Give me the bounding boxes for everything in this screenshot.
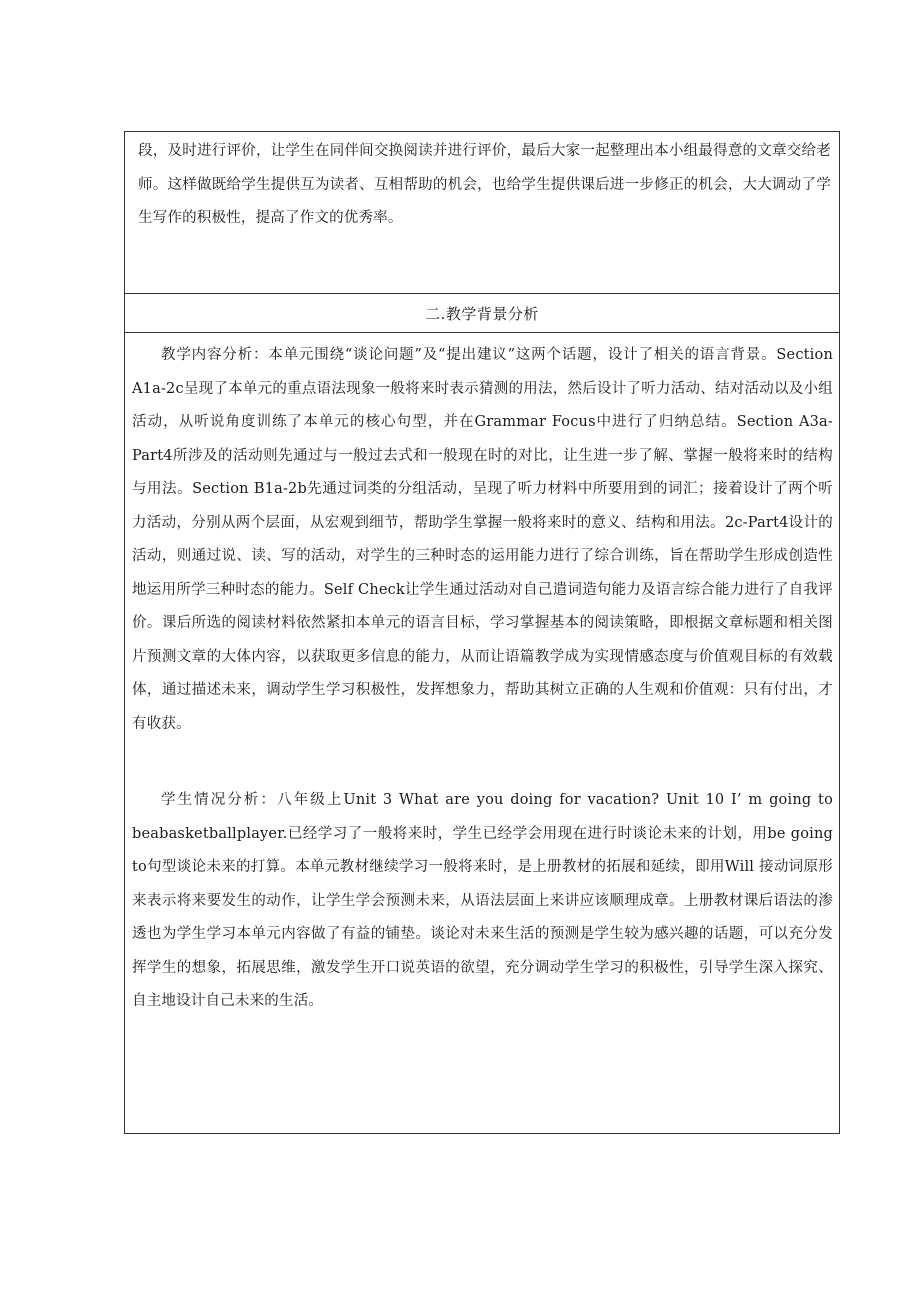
table-row [125,333,840,1134]
section-heading-cell [125,294,840,333]
section-heading: 二.教学背景分析 [425,304,539,323]
student-analysis-paragraph: 学生情况分析：八年级上Unit 3 What are you doing for vacation? Unit 10 I’ m going to beabasketballplayer.已经学习了一般将来时，学生已经学会用现在进行时谈论未来的计划，用be going to句型谈论未来的打算。本单元教材继续学习一般将来时，是上册教材的拓展和延续，即用Will 接动词原形来表示将来要发生的动作，让学生学会预测未来，从语法层面上来讲应该顺理成章。上册教材课后语法的渗透也为学生学习本单元内容做了有益的铺垫。谈论对未来生活的预测是学生较为感兴趣的话题，可以充分发挥学生的想象，拓展思维，激发学生开口说英语的欲望，充分调动学生学习的积极性，引导学生深入探究、自主地设计自己未来的生活。 [132,792,833,1009]
lesson-plan-table [124,131,840,1134]
continued-paragraph: 段，及时进行评价，让学生在同伴间交换阅读并进行评价，最后大家一起整理出本小组最得意的文章交给老师。这样做既给学生提供互为读者、互相帮助的机会，也给学生提供课后进一步修正的机会，大大调动了学生写作的积极性，提高了作文的优秀率。 [138,143,831,226]
previous-section-cell [125,132,840,294]
content-analysis-paragraph: 教学内容分析：本单元围绕“谈论问题”及“提出建议”这两个话题，设计了相关的语言背景。Section A1a-2c呈现了本单元的重点语法现象一般将来时表示猜测的用法，然后设计了听力活动、结对活动以及小组活动，从听说角度训练了本单元的核心句型，并在Grammar Focus中进行了归纳总结。Section A3a-Part4所涉及的活动则先通过与一般过去式和一般现在时的对比，让生进一步了解、掌握一般将来时的结构与用法。Section B1a-2b先通过词类的分组活动，呈现了听力材料中所要用到的词汇；接着设计了两个听力活动，分别从两个层面，从宏观到细节，帮助学生掌握一般将来时的意义、结构和用法。2c-Part4设计的活动，则通过说、读、写的活动，对学生的三种时态的运用能力进行了综合训练，旨在帮助学生形成创造性地运用所学三种时态的能力。Self Check让学生通过活动对自己遣词造句能力及语言综合能力进行了自我评价。课后所选的阅读材料依然紧扣本单元的语言目标，学习掌握基本的阅读策略，即根据文章标题和相关图片预测文章的大体内容，以获取更多信息的能力，从而让语篇教学成为实现情感态度与价值观目标的有效载体，通过描述未来，调动学生学习积极性，发挥想象力，帮助其树立正确的人生观和价值观：只有付出，才有收获。 [132,347,833,732]
table-row [125,294,840,333]
background-analysis-cell [125,333,840,1134]
table-row [125,132,840,294]
